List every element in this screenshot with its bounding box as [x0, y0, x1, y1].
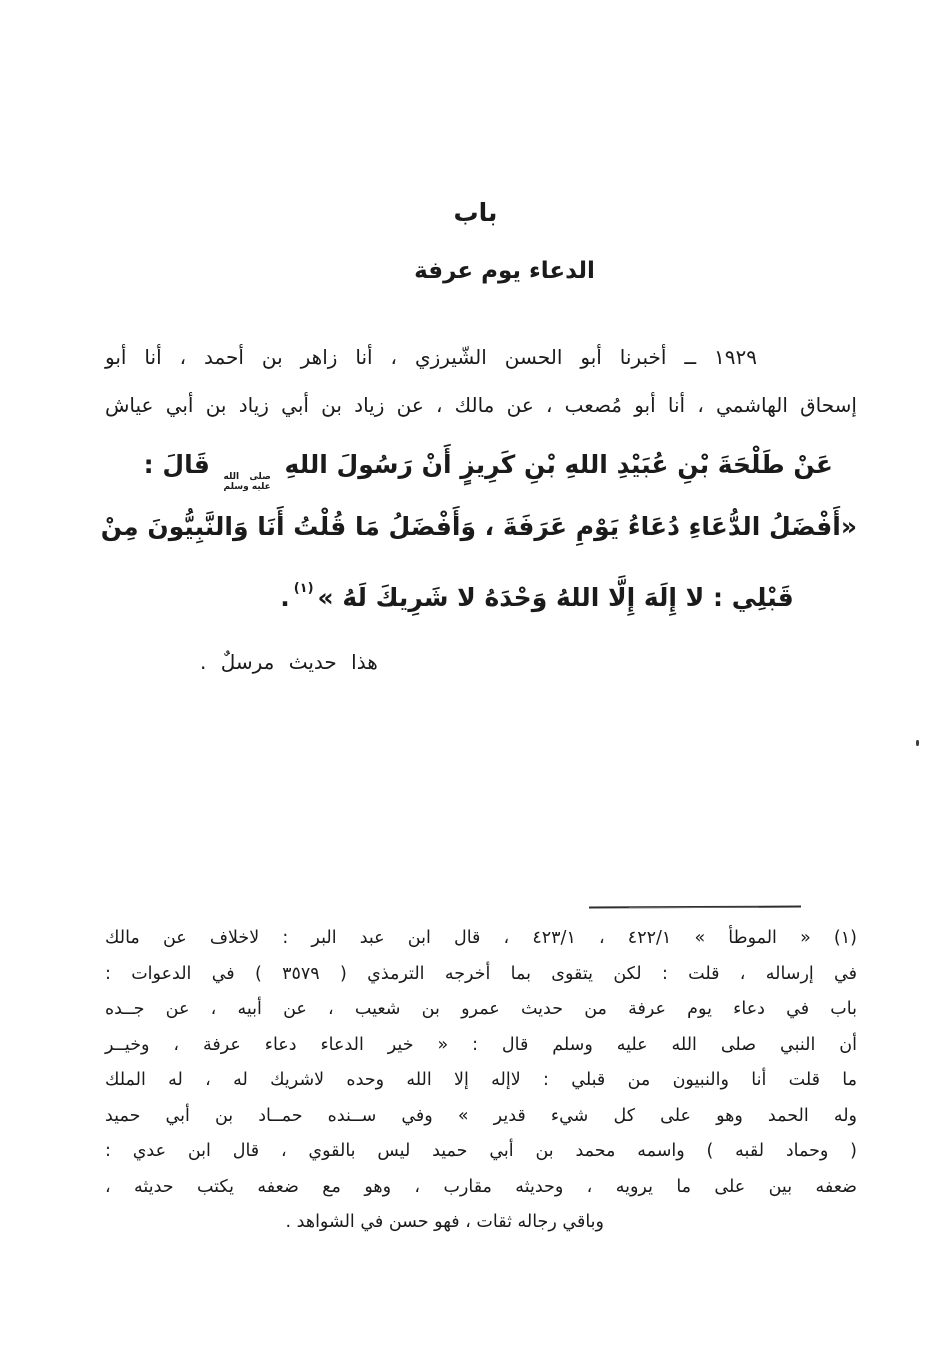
isnad-line: إسحاق الهاشمي ، أنا أبو مُصعب ، عن مالك ، عن زياد بن أبي زياد بن أبي عياش: [105, 393, 857, 417]
footnote-line: (١) « الموطأ » ٤٢٢/١ ، ٤٢٣/١ ، قال ابن عبد البر : لاخلاف عن مالك: [105, 928, 857, 948]
matn-line-2: «أَفْضَلُ الدُّعَاءِ دُعَاءُ يَوْمِ عَرَفَةَ ، وَأَفْضَلُ مَا قُلْتُ أَنَا وَالنَّبِيُّونَ مِنْ: [100, 512, 857, 541]
footnote-block: [105, 921, 857, 1241]
matn-line-3-text: قَبْلِي : لا إِلَهَ إِلَّا اللهُ وَحْدَهُ لا شَرِيكَ لَهُ »: [317, 583, 794, 612]
matn-line-1-qala: قَالَ :: [143, 450, 210, 479]
matn-line-1-text: عَنْ طَلْحَةَ بْنِ عُبَيْدِ اللهِ بْنِ كَرِيزٍ أَنْ رَسُولَ اللهِ: [284, 450, 833, 479]
hadith-isnad: [105, 333, 857, 429]
footnote-line: أن النبي صلى الله عليه وسلم قال : « خير الدعاء دعاء عرفة ، وخيــر: [105, 1034, 857, 1055]
footnote-marker: (١): [293, 581, 314, 596]
scan-artifact-speck: [916, 740, 919, 746]
sas-top: صلى الله: [223, 472, 271, 482]
footnote-separator: [589, 906, 801, 909]
hadith-number-line: ١٩٢٩ ــ أخبرنا أبو الحسن الشّيرزي ، أنا زاهر بن أحمد ، أنا أبو: [105, 345, 757, 369]
footnote-line: ( وحماد لقبه ) واسمه محمد بن أبي حميد ليس بالقوي ، قال ابن عدي :: [105, 1141, 857, 1161]
footnote-line-last: وباقي رجاله ثقات ، فهو حسن في الشواهد .: [285, 1212, 604, 1232]
matn-line-1: [105, 434, 857, 496]
footnote-line: وله الحمد وهو على كل شيء قدير » وفي ســنده حمــاد بن أبي حميد: [105, 1105, 857, 1126]
hadith-grading: هذا حديث مرسلٌ .: [200, 650, 378, 674]
section-title: الدعاء يوم عرفة: [414, 258, 595, 284]
matn-line-3: [161, 558, 913, 629]
footnote-line: باب في دعاء يوم عرفة من حديث عمرو بن شعيب ، عن أبيه ، عن جــده: [105, 999, 857, 1019]
footnote-line: ما قلت أنا والنبيون من قبلي : لاإله إلا الله وحده لاشريك له ، له الملك: [105, 1070, 857, 1090]
chapter-heading: باب: [453, 198, 498, 227]
sas-bottom: عليه وسلم: [223, 482, 271, 492]
matn-line-3-period: .: [280, 583, 290, 612]
footnote-line: ضعفه بين على ما يرويه ، وحديثه مقارب ، وهو مع ضعفه يكتب حديثه ،: [105, 1176, 857, 1197]
sallallahu-alayhi-wasallam-symbol: [224, 472, 271, 492]
footnote-line: في إرساله ، قلت : لكن يتقوى بما أخرجه الترمذي ( ٣٥٧٩ ) في الدعوات :: [105, 963, 858, 984]
hadith-matn: [100, 434, 857, 629]
